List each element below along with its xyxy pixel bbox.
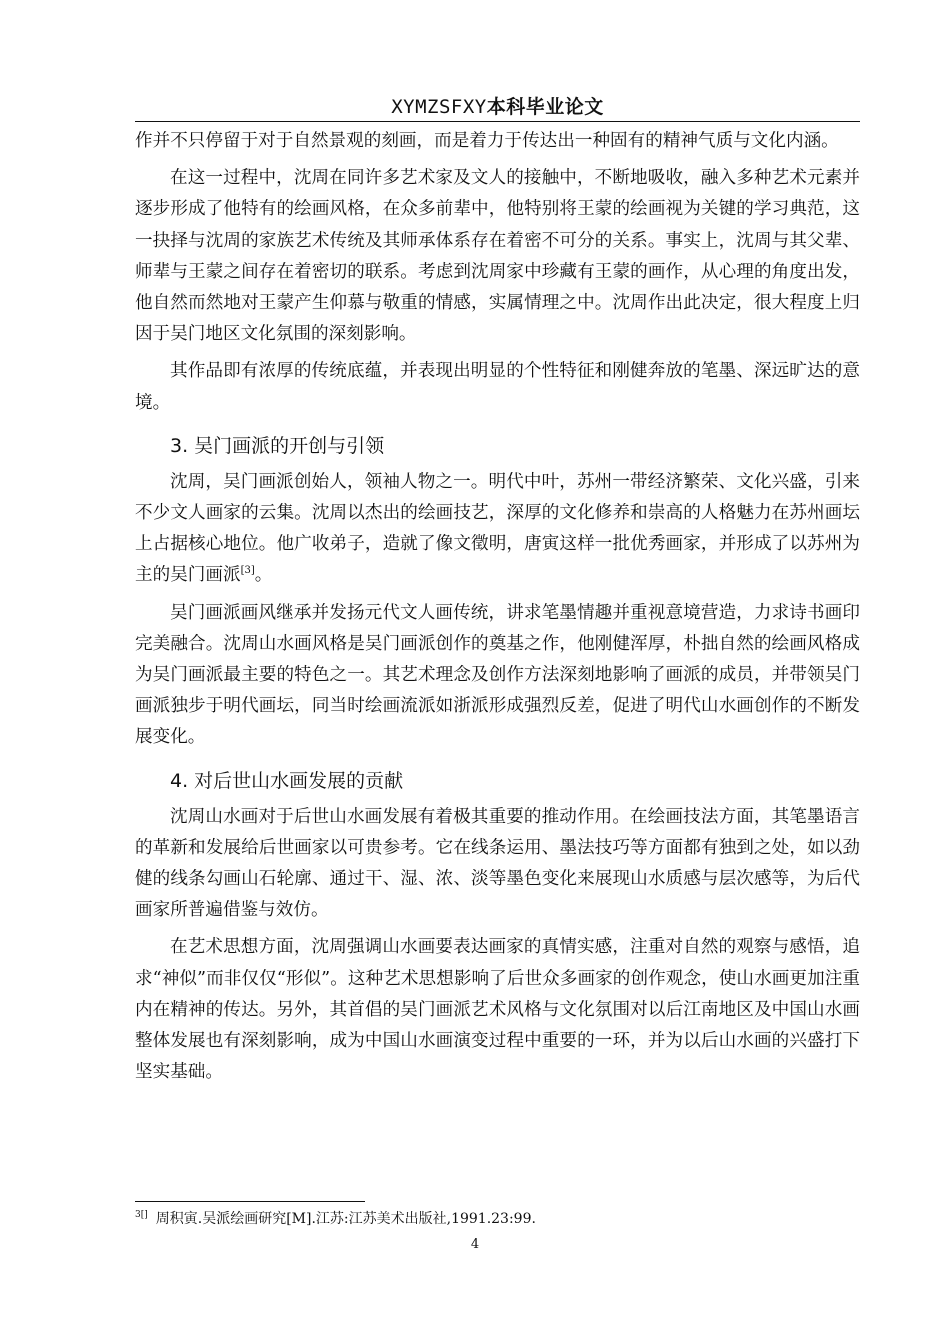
footnote xyxy=(135,1209,860,1229)
paragraph: 其作品即有浓厚的传统底蕴，并表现出明显的个性特征和刚健奔放的笔墨、深远旷达的意境。 xyxy=(135,361,860,413)
paragraph: 吴门画派画风继承并发扬元代文人画传统，讲求笔墨情趣并重视意境营造，力求诗书画印完美融合。沈周山水画风格是吴门画派创作的奠基之作，他刚健浑厚，朴拙自然的绘画风格成为吴门画派最主要的特色之一。其艺术理念及创作方法深刻地影响了画派的成员，并带领吴门画派独步于明代画坛，同当时绘画流派如浙派形成强烈反差，促进了明代山水画创作的不断发展变化。 xyxy=(135,602,860,748)
paragraph: 沈周山水画对于后世山水画发展有着极其重要的推动作用。在绘画技法方面，其笔墨语言的革新和发展给后世画家以可贵参考。它在线条运用、墨法技巧等方面都有独到之处，如以劲健的线条勾画山石轮廓、通过干、湿、浓、淡等墨色变化来展现山水质感与层次感等，为后代画家所普遍借鉴与效仿。 xyxy=(135,806,860,921)
citation-ref[interactable]: [3] xyxy=(240,565,255,577)
paragraph: 在艺术思想方面，沈周强调山水画要表达画家的真情实感，注重对自然的观察与感悟，追求“神似”而非仅仅“形似”。这种艺术思想影响了后世众多画家的创作观念，使山水画更加注重内在精神的传达。另外，其首倡的吴门画派艺术风格与文化氛围对以后江南地区及中国山水画整体发展也有深刻影响，成为中国山水画演变过程中重要的一环，并为以后山水画的兴盛打下坚实基础。 xyxy=(135,937,860,1083)
header-divider xyxy=(135,121,860,122)
header-code: XYMZSFXY xyxy=(391,96,487,118)
section-heading: 3. 吴门画派的开创与引领 xyxy=(170,434,385,457)
footnote-text: 周积寅.吴派绘画研究[M].江苏:江苏美术出版社,1991.23:99. xyxy=(155,1211,536,1227)
section-heading: 4. 对后世山水画发展的贡献 xyxy=(170,769,404,792)
page-header xyxy=(135,94,860,120)
paragraph-text: 沈周，吴门画派创始人，领袖人物之一。明代中叶，苏州一带经济繁荣、文化兴盛，引来不少文人画家的云集。沈周以杰出的绘画技艺，深厚的文化修养和崇高的人格魅力在苏州画坛上占据核心地位。他广收弟子，造就了像文徵明，唐寅这样一批优秀画家，并形成了以苏州为主的吴门画派 xyxy=(135,471,860,586)
page-number: 4 xyxy=(470,1237,480,1252)
footnote-divider xyxy=(135,1201,365,1202)
document-body xyxy=(135,126,860,1094)
paragraph: 作并不只停留于对于自然景观的刻画，而是着力于传达出一种固有的精神气质与文化内涵。 xyxy=(135,131,839,151)
paragraph: 在这一过程中，沈周在同许多艺术家及文人的接触中，不断地吸收，融入多种艺术元素并逐步形成了他特有的绘画风格，在众多前辈中，他特别将王蒙的绘画视为关键的学习典范，这一抉择与沈周的家族艺术传统及其师承体系存在着密不可分的关系。事实上，沈周与其父辈、师辈与王蒙之间存在着密切的联系。考虑到沈周家中珍藏有王蒙的画作，从心理的角度出发，他自然而然地对王蒙产生仰慕与敬重的情感，实属情理之中。沈周作出此决定，很大程度上归因于吴门地区文化氛围的深刻影响。 xyxy=(135,168,860,345)
header-title: 本科毕业论文 xyxy=(486,96,604,118)
footnote-mark: 3[] xyxy=(135,1210,148,1221)
paragraph xyxy=(135,467,860,592)
paragraph-text-end: 。 xyxy=(254,565,273,586)
